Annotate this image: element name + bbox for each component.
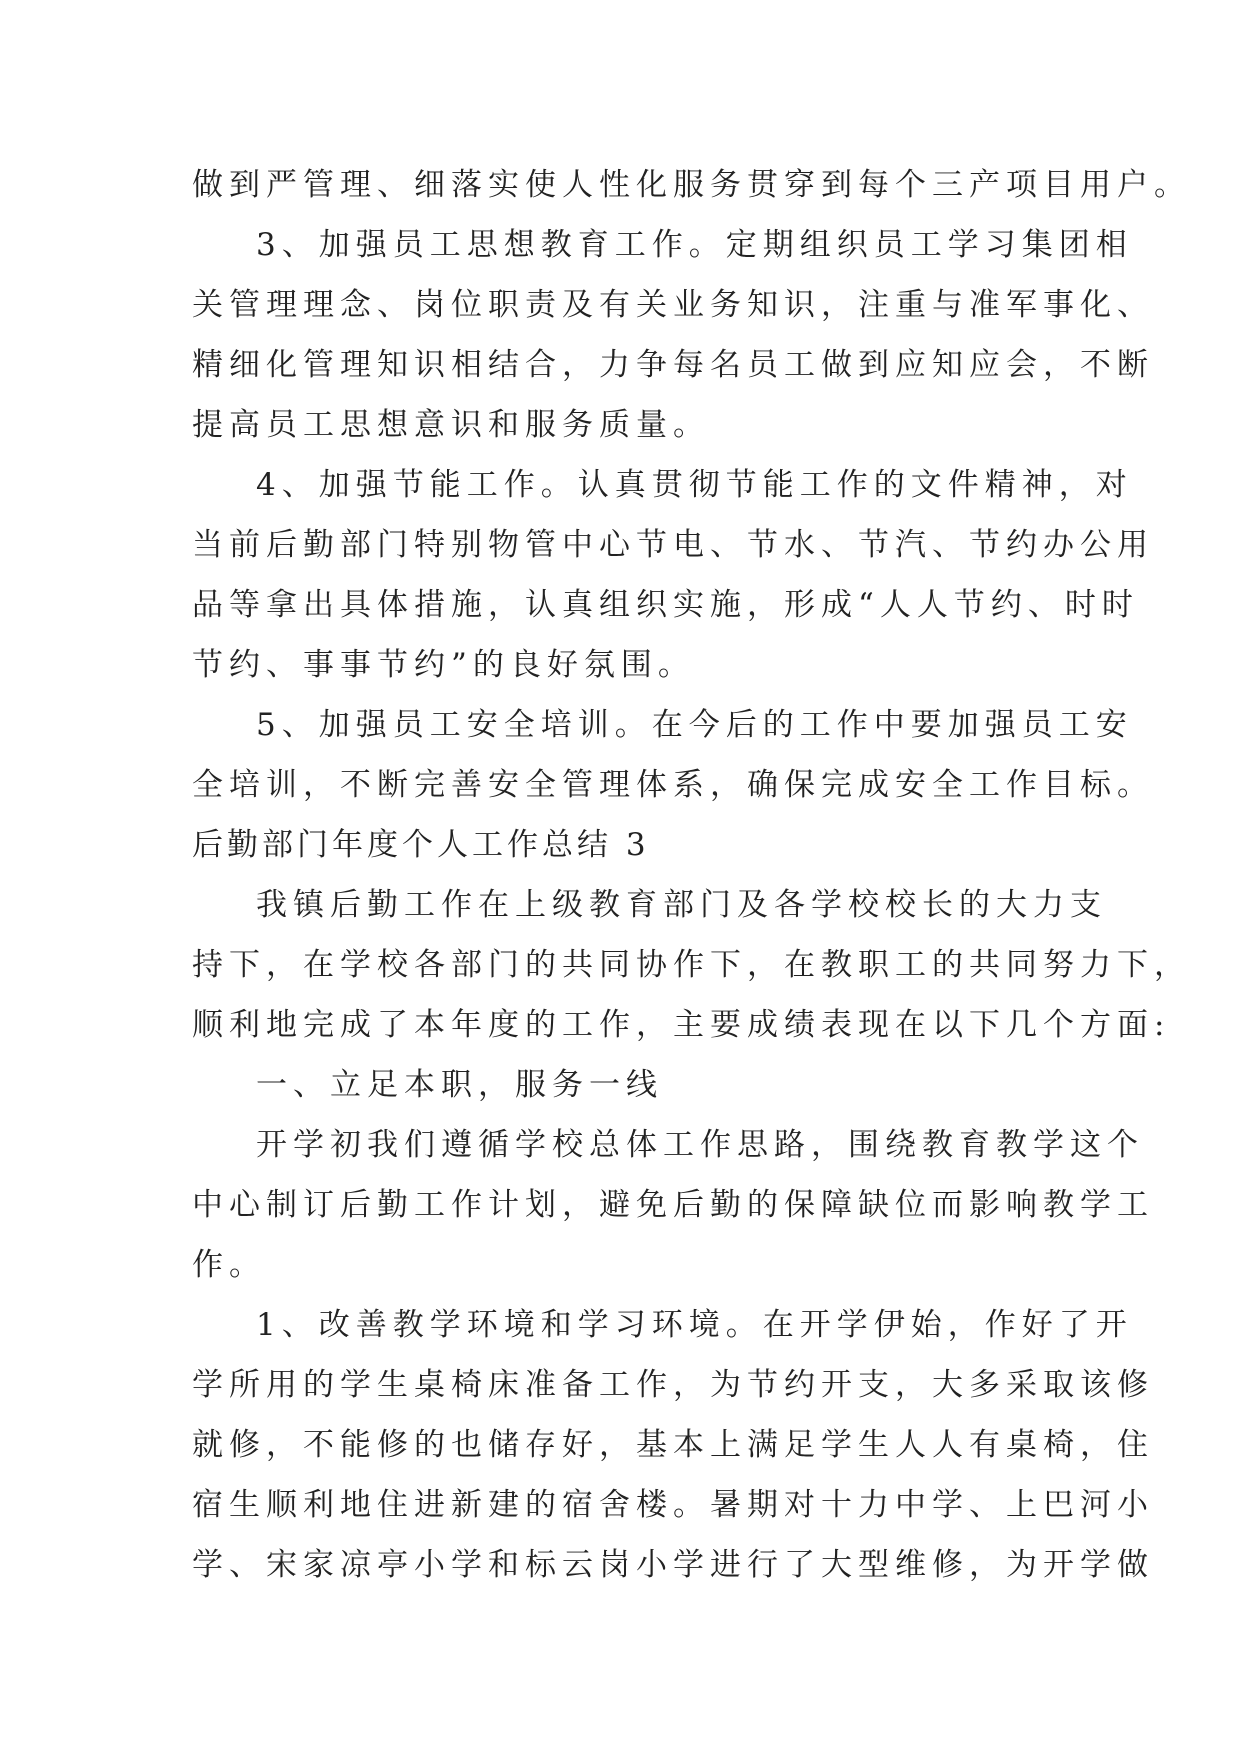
text-line: 持下，在学校各部门的共同协作下，在教职工的共同努力下，	[192, 947, 1191, 983]
text-line: 宿生顺利地住进新建的宿舍楼。暑期对十力中学、上巴河小	[192, 1487, 1154, 1523]
text-line: 关管理理念、岗位职责及有关业务知识，注重与准军事化、	[192, 287, 1154, 323]
text-line: 中心制订后勤工作计划，避免后勤的保障缺位而影响教学工	[192, 1187, 1154, 1223]
document-body	[192, 155, 1191, 1595]
text-line: 4、加强节能工作。认真贯彻节能工作的文件精神，对	[256, 467, 1133, 503]
text-line: 全培训，不断完善安全管理体系，确保完成安全工作目标。	[192, 767, 1154, 803]
text-line: 学所用的学生桌椅床准备工作，为节约开支，大多采取该修	[192, 1367, 1154, 1403]
subsection-heading: 一、立足本职，服务一线	[256, 1067, 663, 1103]
text-line: 就修，不能修的也储存好，基本上满足学生人人有桌椅，住	[192, 1427, 1154, 1463]
text-line: 作。	[192, 1247, 266, 1283]
text-line: 我镇后勤工作在上级教育部门及各学校校长的大力支	[256, 887, 1107, 923]
text-line: 1、改善教学环境和学习环境。在开学伊始，作好了开	[256, 1307, 1133, 1343]
text-line: 开学初我们遵循学校总体工作思路，围绕教育教学这个	[256, 1127, 1144, 1163]
section-heading: 后勤部门年度个人工作总结 3	[192, 827, 650, 863]
text-line: 顺利地完成了本年度的工作，主要成绩表现在以下几个方面:	[192, 1007, 1171, 1043]
text-line: 5、加强员工安全培训。在今后的工作中要加强员工安	[256, 707, 1133, 743]
text-line: 做到严管理、细落实使人性化服务贯穿到每个三产项目用户。	[192, 167, 1191, 203]
text-line: 品等拿出具体措施，认真组织实施，形成“人人节约、时时	[192, 587, 1139, 623]
text-line: 精细化管理知识相结合，力争每名员工做到应知应会，不断	[192, 347, 1154, 383]
text-line: 当前后勤部门特别物管中心节电、节水、节汽、节约办公用	[192, 527, 1154, 563]
text-line: 提高员工思想意识和服务质量。	[192, 407, 710, 443]
text-line: 3、加强员工思想教育工作。定期组织员工学习集团相	[256, 227, 1133, 263]
text-line: 节约、事事节约”的良好氛围。	[192, 647, 695, 683]
text-line: 学、宋家凉亭小学和标云岗小学进行了大型维修，为开学做	[192, 1547, 1154, 1583]
